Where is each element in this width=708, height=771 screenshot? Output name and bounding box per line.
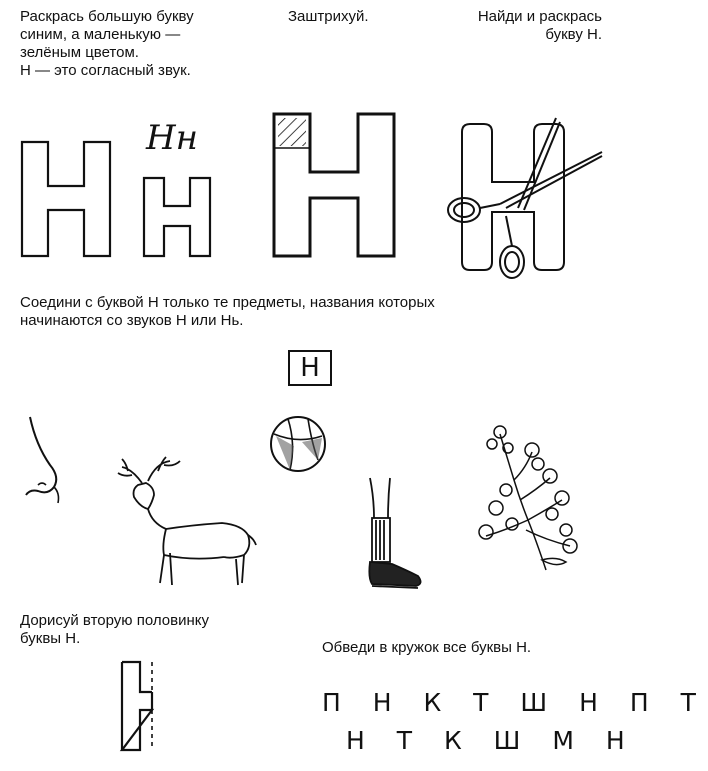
outline-capital-h[interactable] xyxy=(20,140,112,258)
letter-row-2[interactable]: Н Т К Ш М Н xyxy=(346,726,637,755)
deer-icon[interactable] xyxy=(92,455,262,591)
task5-line-1: Дорисуй вторую половинку xyxy=(20,612,209,629)
target-letter-box[interactable]: Н xyxy=(288,350,332,386)
task4-line-2: начинаются со звуков Н или Нь. xyxy=(20,312,244,329)
hatching-h[interactable] xyxy=(270,110,398,260)
task4-line-1: Соедини с буквой Н только те предметы, названия которых xyxy=(20,294,435,311)
flower-branch-icon[interactable] xyxy=(466,420,596,570)
task5-line-2: буквы Н. xyxy=(20,630,81,647)
task6-instruction: Обведи в кружок все буквы Н. xyxy=(322,639,532,656)
ball-icon[interactable] xyxy=(268,414,328,474)
task1-line-3: зелёным цветом. xyxy=(20,44,139,61)
outline-small-h[interactable] xyxy=(142,176,212,258)
task3-line-1: Найди и раскрась xyxy=(477,8,602,25)
task1-line-4: Н — это согласный звук. xyxy=(20,62,191,79)
hidden-h-scissors[interactable] xyxy=(440,112,610,292)
letter-row-1[interactable]: П Н К Т Ш Н П Т xyxy=(322,688,708,717)
task1-line-2: синим, а маленькую — xyxy=(20,26,181,43)
task2-instruction: Заштрихуй. xyxy=(288,8,369,25)
scissors-icon xyxy=(448,118,602,278)
task3-line-2: букву Н. xyxy=(545,26,602,43)
leg-icon[interactable] xyxy=(360,478,430,598)
task1-line-1: Раскрась большую букву xyxy=(20,8,194,25)
half-h-drawing[interactable] xyxy=(118,660,168,752)
cursive-letters: Нн xyxy=(146,118,199,158)
nose-icon[interactable] xyxy=(20,415,80,505)
